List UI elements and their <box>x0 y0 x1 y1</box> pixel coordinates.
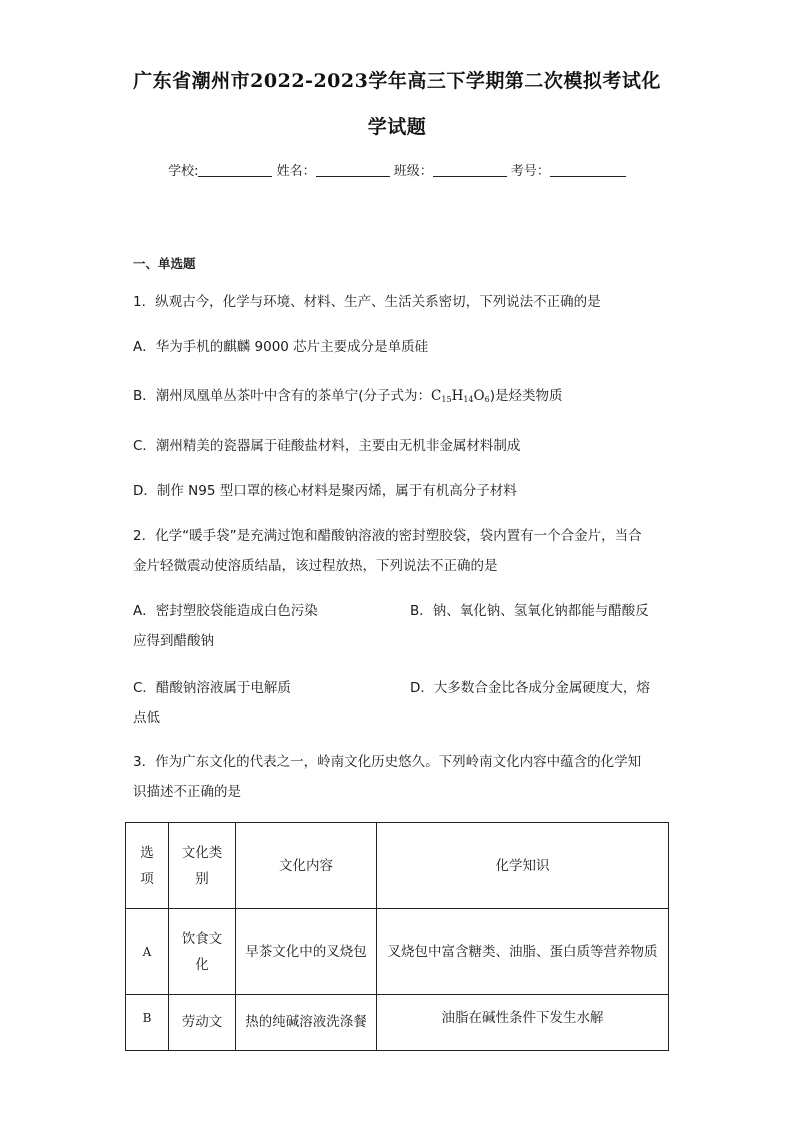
header-option: 选 项 <box>126 823 169 909</box>
tannin-formula: $C_{15}H_{14}O_6$ <box>431 388 490 404</box>
q1-option-b-post: )是烃类物质 <box>489 388 563 404</box>
school-label: 学校: <box>168 164 199 179</box>
q1-stem: 1．纵观古今，化学与环境、材料、生产、生活关系密切，下列说法不正确的是 <box>133 294 601 310</box>
q2-option-b-line2: 应得到醋酸钠 <box>133 633 214 649</box>
q2-option-d-line2: 点低 <box>133 710 160 726</box>
q2-option-d-line1: D．大多数合金比各成分金属硬度大，熔 <box>410 680 650 696</box>
q2-option-b-line1: B．钠、氧化钠、氢氧化钠都能与醋酸反 <box>410 603 649 619</box>
row-a-knowledge: 叉烧包中富含糖类、油脂、蛋白质等营养物质 <box>377 909 669 995</box>
number-blank[interactable] <box>550 162 626 177</box>
header-chem-knowledge: 化学知识 <box>377 823 669 909</box>
q1-option-b <box>133 386 562 410</box>
q3-stem-line2: 识描述不正确的是 <box>133 784 241 800</box>
name-label: 姓名： <box>276 164 316 179</box>
q1-option-a: A．华为手机的麒麟 9000 芯片主要成分是单质硅 <box>133 339 429 355</box>
row-a-letter: A <box>126 909 169 995</box>
table-header-row <box>126 823 669 909</box>
q1-option-d: D．制作 N95 型口罩的核心材料是聚丙烯，属于有机高分子材料 <box>133 483 517 499</box>
row-b-knowledge: 油脂在碱性条件下发生水解 <box>377 995 669 1051</box>
table-row <box>126 995 669 1051</box>
row-a-type: 饮食文 化 <box>169 909 236 995</box>
q1-option-b-pre: B．潮州凤凰单丛茶叶中含有的茶单宁(分子式为： <box>133 388 432 404</box>
number-label: 考号： <box>510 164 550 179</box>
student-info-row <box>0 160 794 179</box>
row-b-letter: B <box>126 995 169 1051</box>
q2-option-c: C．醋酸钠溶液属于电解质 <box>133 680 291 696</box>
doc-title-line2: 学试题 <box>367 116 427 138</box>
q3-stem-line1: 3．作为广东文化的代表之一，岭南文化历史悠久。下列岭南文化内容中蕴含的化学知 <box>133 754 642 770</box>
header-culture-content: 文化内容 <box>236 823 377 909</box>
doc-title-line1: 广东省潮州市2022-2023学年高三下学期第二次模拟考试化 <box>133 70 661 92</box>
school-blank[interactable] <box>198 162 272 177</box>
table-row <box>126 909 669 995</box>
class-blank[interactable] <box>433 162 507 177</box>
q2-stem-line2: 金片轻微震动使溶质结晶，该过程放热，下列说法不正确的是 <box>133 558 498 574</box>
section-heading: 一、单选题 <box>133 256 196 271</box>
q2-option-a: A．密封塑胶袋能造成白色污染 <box>133 603 318 619</box>
name-blank[interactable] <box>316 162 390 177</box>
row-b-content: 热的纯碱溶液洗涤餐 <box>236 995 377 1051</box>
row-b-type: 劳动文 <box>169 995 236 1051</box>
q2-stem-line1: 2．化学“暖手袋”是充满过饱和醋酸钠溶液的密封塑胶袋，袋内置有一个合金片，当合 <box>133 528 642 544</box>
header-culture-type: 文化类 别 <box>169 823 236 909</box>
q1-option-c: C．潮州精美的瓷器属于硅酸盐材料，主要由无机非金属材料制成 <box>133 438 521 454</box>
q3-table <box>125 822 669 1051</box>
class-label: 班级： <box>393 164 433 179</box>
row-a-content: 早茶文化中的叉烧包 <box>236 909 377 995</box>
